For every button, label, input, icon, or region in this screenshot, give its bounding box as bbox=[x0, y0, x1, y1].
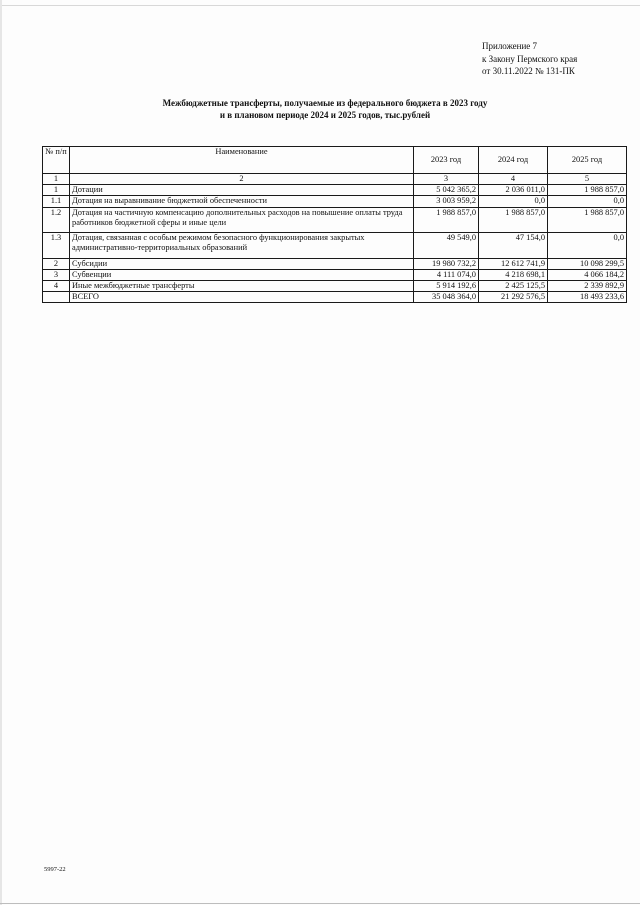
document-code: 5997-22 bbox=[44, 866, 66, 873]
title-line-1: Межбюджетные трансферты, получаемые из федерального бюджета в 2023 году bbox=[162, 98, 488, 108]
table-row bbox=[43, 281, 627, 292]
scan-bottom-edge bbox=[0, 903, 640, 904]
row-name: Иные межбюджетные трансферты bbox=[70, 281, 414, 292]
row-name: Дотация, связанная с особым режимом безопасного функционирования закрытых административно-территориальных образований bbox=[70, 233, 414, 259]
row-num: 1.3 bbox=[43, 233, 70, 259]
row-value-2023: 3 003 959,2 bbox=[414, 196, 479, 208]
row-value-2023: 19 980 732,2 bbox=[414, 259, 479, 270]
row-num bbox=[43, 292, 70, 303]
row-value-2024: 2 425 125,5 bbox=[479, 281, 548, 292]
appendix-line: Приложение 7 bbox=[482, 41, 538, 51]
row-num: 1 bbox=[43, 185, 70, 196]
row-num: 1.2 bbox=[43, 208, 70, 233]
document-title bbox=[60, 98, 590, 121]
row-name: Субсидии bbox=[70, 259, 414, 270]
row-num: 4 bbox=[43, 281, 70, 292]
row-value-2025: 18 493 233,6 bbox=[548, 292, 627, 303]
index-cell: 5 bbox=[548, 174, 627, 185]
row-value-2024: 21 292 576,5 bbox=[479, 292, 548, 303]
table-row bbox=[43, 259, 627, 270]
row-value-2024: 47 154,0 bbox=[479, 233, 548, 259]
table-row bbox=[43, 196, 627, 208]
row-value-2025: 0,0 bbox=[548, 233, 627, 259]
table-row bbox=[43, 233, 627, 259]
row-name: Дотации bbox=[70, 185, 414, 196]
index-cell: 4 bbox=[479, 174, 548, 185]
row-value-2023: 49 549,0 bbox=[414, 233, 479, 259]
row-value-2025: 2 339 892,9 bbox=[548, 281, 627, 292]
title-line-2: и в плановом периоде 2024 и 2025 годов, тыс.рублей bbox=[219, 109, 431, 120]
column-index-row bbox=[43, 174, 627, 185]
transfers-table bbox=[42, 146, 627, 303]
table-total-row bbox=[43, 292, 627, 303]
table-header-row bbox=[43, 147, 627, 174]
header-2025: 2025 год bbox=[548, 147, 627, 174]
appendix-law-line: к Закону Пермского края bbox=[482, 53, 578, 64]
scan-top-edge bbox=[0, 5, 640, 6]
row-value-2023: 5 042 365,2 bbox=[414, 185, 479, 196]
row-name: Субвенции bbox=[70, 270, 414, 281]
header-2023: 2023 год bbox=[414, 147, 479, 174]
row-name: ВСЕГО bbox=[70, 292, 414, 303]
index-cell: 1 bbox=[43, 174, 70, 185]
row-value-2025: 1 988 857,0 bbox=[548, 185, 627, 196]
row-value-2025: 1 988 857,0 bbox=[548, 208, 627, 233]
row-name: Дотация на частичную компенсацию дополнительных расходов на повышение оплаты труда работников бюджетной сферы и иные цели bbox=[70, 208, 414, 233]
row-num: 1.1 bbox=[43, 196, 70, 208]
table-row bbox=[43, 270, 627, 281]
scan-left-edge bbox=[0, 0, 2, 905]
row-value-2023: 1 988 857,0 bbox=[414, 208, 479, 233]
row-name: Дотация на выравнивание бюджетной обеспеченности bbox=[70, 196, 414, 208]
table-row bbox=[43, 208, 627, 233]
appendix-date-line: от 30.11.2022 № 131-ПК bbox=[482, 66, 575, 76]
row-value-2024: 12 612 741,9 bbox=[479, 259, 548, 270]
row-value-2025: 0,0 bbox=[548, 196, 627, 208]
index-cell: 3 bbox=[414, 174, 479, 185]
row-value-2023: 35 048 364,0 bbox=[414, 292, 479, 303]
row-num: 2 bbox=[43, 259, 70, 270]
index-cell: 2 bbox=[70, 174, 414, 185]
row-value-2024: 0,0 bbox=[479, 196, 548, 208]
row-value-2024: 2 036 011,0 bbox=[479, 185, 548, 196]
row-value-2025: 10 098 299,5 bbox=[548, 259, 627, 270]
row-value-2023: 5 914 192,6 bbox=[414, 281, 479, 292]
header-num: № п/п bbox=[43, 147, 70, 174]
appendix-note bbox=[482, 40, 577, 78]
table-row bbox=[43, 185, 627, 196]
header-name: Наименование bbox=[70, 147, 414, 174]
row-num: 3 bbox=[43, 270, 70, 281]
row-value-2025: 4 066 184,2 bbox=[548, 270, 627, 281]
row-value-2024: 1 988 857,0 bbox=[479, 208, 548, 233]
row-value-2024: 4 218 698,1 bbox=[479, 270, 548, 281]
row-value-2023: 4 111 074,0 bbox=[414, 270, 479, 281]
header-2024: 2024 год bbox=[479, 147, 548, 174]
